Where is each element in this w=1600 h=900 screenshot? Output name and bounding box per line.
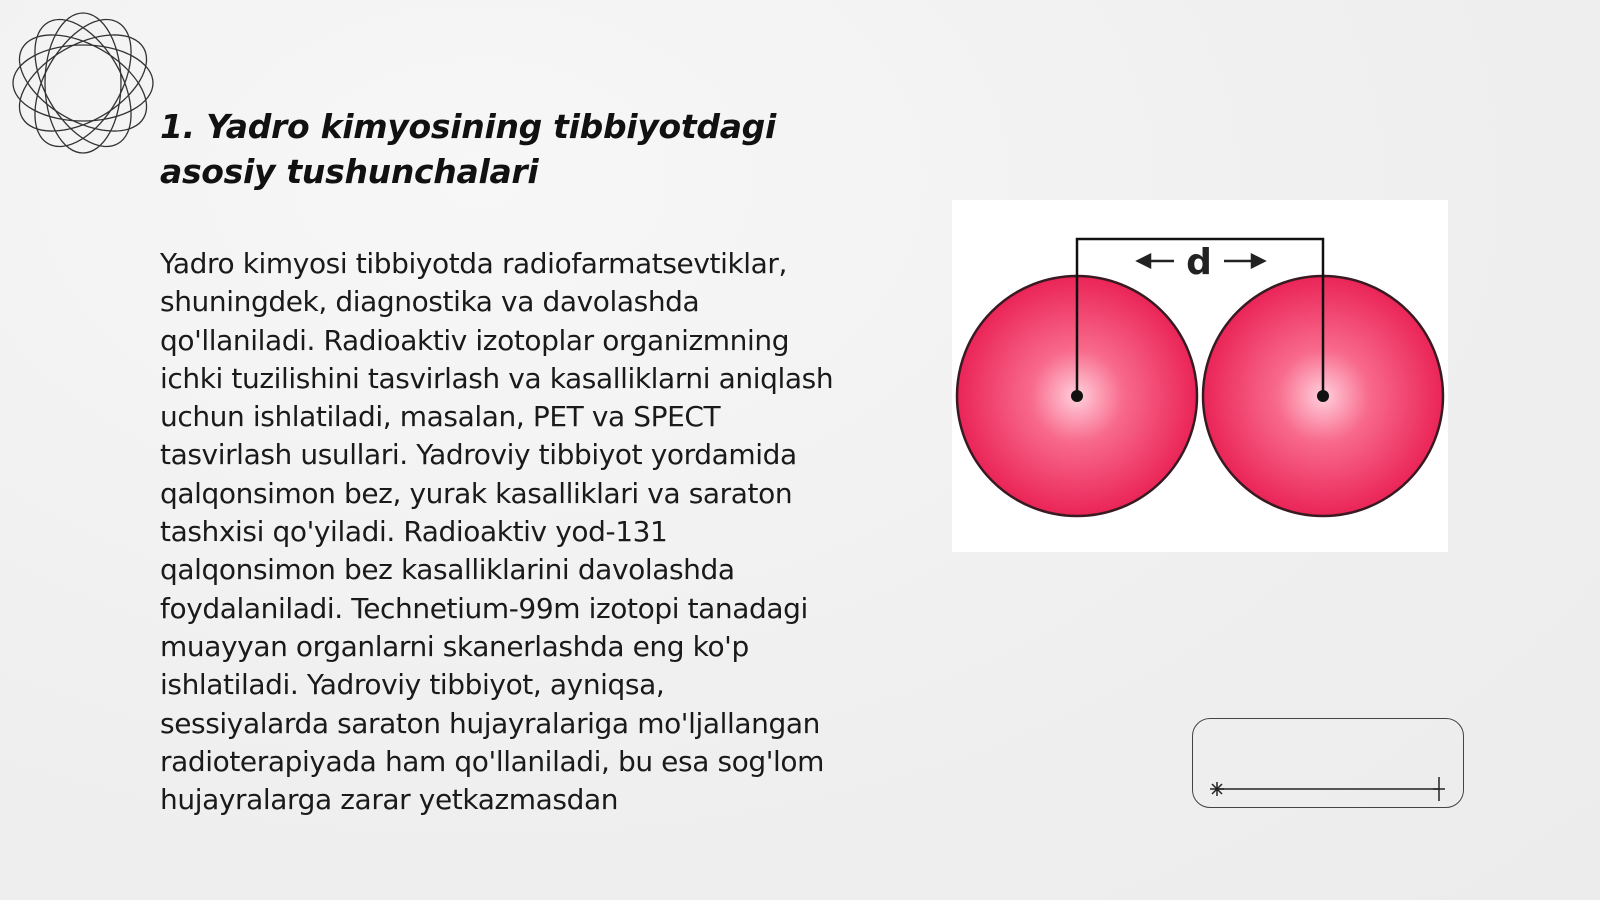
left-center-dot (1071, 390, 1083, 402)
distance-label: d (1186, 242, 1212, 283)
right-arrow-icon (1224, 255, 1264, 267)
scale-box (1192, 718, 1464, 808)
slide-body-text: Yadro kimyosi tibbiyotda radiofarmatsevtiklar, shuningdek, diagnostika va davolashda qo'llaniladi. Radioaktiv izotoplar organizmning ichki tuzilishini tasvirlash va kasalliklarni aniqlash uchun ishlatiladi, masalan, PET va SPECT tasvirlash usullari. Yadroviy tibbiyot yordamida qalqonsimon bez, yurak kasalliklari va saraton tashxisi qo'yiladi. Radioaktiv yod-131 qalqonsimon bez kasalliklarini davolashda foydalaniladi. Technetium-99m izotopi tanadagi muayyan organlarni skanerlashda eng ko'p ishlatiladi. Yadroviy tibbiyot, ayniqsa, sessiyalarda saraton hujayralariga mo'ljallangan radioterapiyada ham qo'llaniladi, bu esa sog'lom hujayralarga zarar yetkazmasdan (160, 247, 834, 817)
ornamental-logo-icon (8, 8, 158, 158)
starburst-icon (1210, 782, 1224, 796)
right-center-dot (1317, 390, 1329, 402)
slide-title: 1. Yadro kimyosining tibbiyotdagi asosiy tushunchalari (160, 107, 777, 191)
cross-tick-icon (1433, 777, 1445, 801)
left-arrow-icon (1138, 255, 1174, 267)
two-atoms-diagram (952, 200, 1448, 552)
